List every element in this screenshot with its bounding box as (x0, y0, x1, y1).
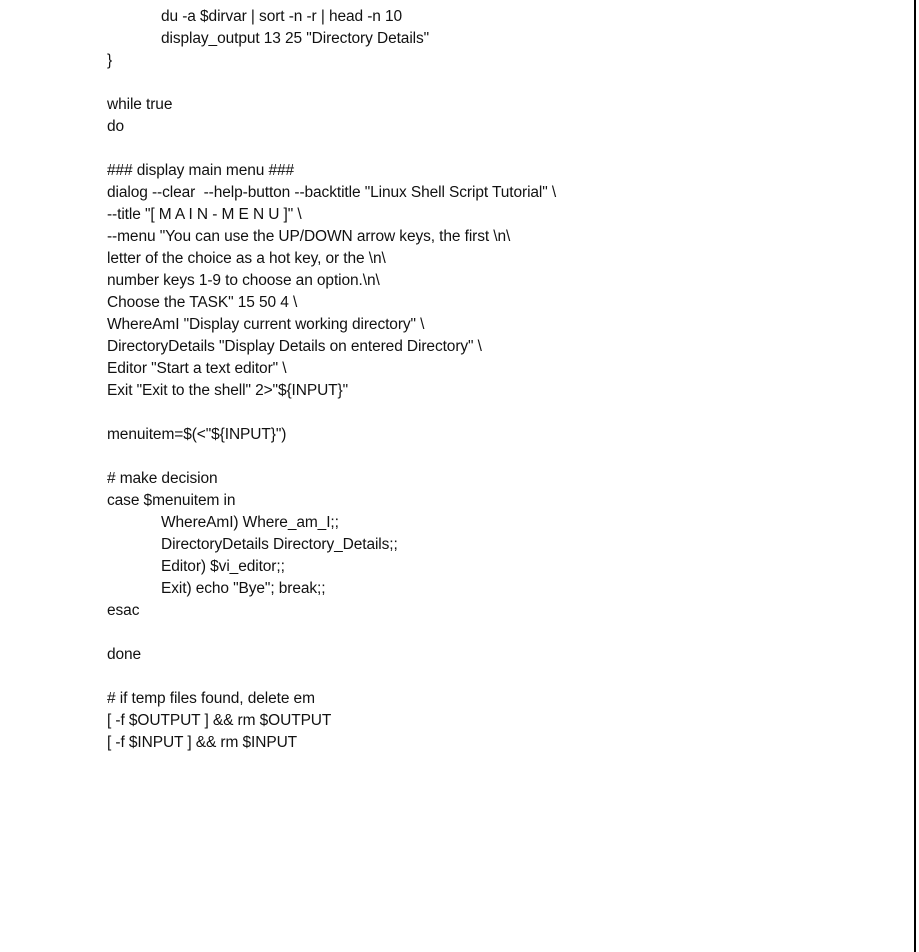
blank-line (107, 138, 556, 160)
blank-line (107, 72, 556, 94)
code-comment: # if temp files found, delete em (107, 690, 315, 707)
code-line: number keys 1-9 to choose an option.\n\ (107, 272, 380, 289)
code-line: do (107, 118, 125, 135)
code-line: dialog --clear --help-button --backtitle "Linux Shell Script Tutorial" \ (107, 184, 557, 201)
code-line: esac (107, 602, 140, 619)
code-line: display_output 13 25 "Directory Details" (161, 30, 430, 47)
code-line: case $menuitem in (107, 492, 236, 509)
code-line: WhereAmI) Where_am_I;; (161, 514, 339, 531)
script-listing (107, 6, 556, 754)
code-line: Exit "Exit to the shell" 2>"${INPUT}" (107, 382, 349, 399)
code-comment: # make decision (107, 470, 218, 487)
code-line: menuitem=$(<"${INPUT}") (107, 426, 287, 443)
code-line: [ -f $OUTPUT ] && rm $OUTPUT (107, 712, 332, 729)
blank-line (107, 446, 556, 468)
code-line: DirectoryDetails Directory_Details;; (161, 536, 398, 553)
code-line: Editor) $vi_editor;; (161, 558, 285, 575)
code-line: Editor "Start a text editor" \ (107, 360, 287, 377)
code-comment: ### display main menu ### (107, 162, 295, 179)
blank-line (107, 402, 556, 424)
code-line: --menu "You can use the UP/DOWN arrow keys, the first \n\ (107, 228, 511, 245)
blank-line (107, 622, 556, 644)
code-line: du -a $dirvar | sort -n -r | head -n 10 (161, 8, 403, 25)
code-line: letter of the choice as a hot key, or the \n\ (107, 250, 386, 267)
code-line: Exit) echo "Bye"; break;; (161, 580, 326, 597)
code-line: Choose the TASK" 15 50 4 \ (107, 294, 298, 311)
code-line: while true (107, 96, 173, 113)
code-line: [ -f $INPUT ] && rm $INPUT (107, 734, 298, 751)
code-line: WhereAmI "Display current working directory" \ (107, 316, 425, 333)
code-line: done (107, 646, 142, 663)
blank-line (107, 666, 556, 688)
code-line: } (107, 52, 113, 69)
code-line: DirectoryDetails "Display Details on entered Directory" \ (107, 338, 482, 355)
code-line: --title "[ M A I N - M E N U ]" \ (107, 206, 302, 223)
